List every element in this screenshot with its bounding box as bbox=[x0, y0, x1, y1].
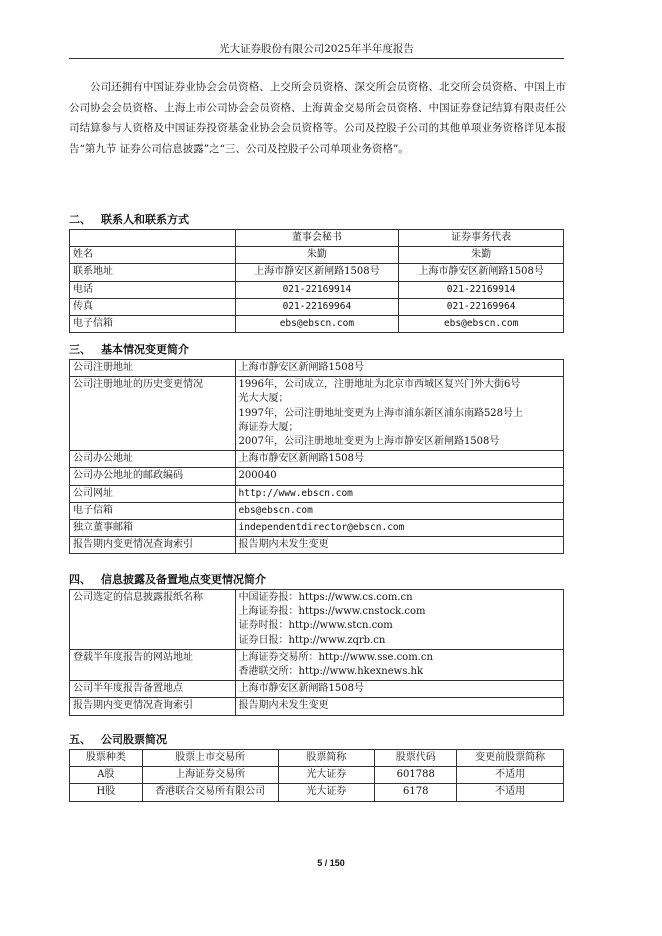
table-cell: 报告期内未发生变更 bbox=[235, 698, 563, 715]
table-cell bbox=[70, 230, 236, 247]
table-row bbox=[70, 502, 564, 519]
section-4-number: 四、 bbox=[69, 573, 91, 586]
row-label: 公司选定的信息披露报纸名称 bbox=[70, 590, 236, 650]
table-row bbox=[70, 520, 564, 537]
table-row bbox=[70, 750, 564, 767]
page-number: 5 / 150 bbox=[317, 858, 345, 868]
section-5-number: 五、 bbox=[69, 733, 91, 746]
table-row bbox=[70, 590, 564, 650]
table-row bbox=[70, 767, 564, 784]
table-row bbox=[70, 537, 564, 554]
newspaper-line[interactable]: 上海证券报：https://www.cnstock.com bbox=[238, 606, 426, 618]
table-row bbox=[70, 451, 564, 468]
row-label: 联系地址 bbox=[70, 264, 236, 281]
table-cell: 200040 bbox=[235, 468, 564, 485]
email-link[interactable]: ebs@ebscn.com bbox=[235, 502, 564, 519]
table-cell: 021-22169914 bbox=[399, 281, 564, 298]
table-cell: H股 bbox=[70, 784, 143, 801]
table-row bbox=[70, 485, 564, 502]
table-row bbox=[70, 264, 564, 281]
section-5-title: 公司股票简况 bbox=[101, 733, 167, 746]
table-row bbox=[70, 316, 564, 333]
page-header: 光大证券股份有限公司2025年半年度报告 bbox=[219, 43, 414, 55]
table-cell: 上海市静安区新闸路1508号 bbox=[235, 360, 564, 377]
newspapers-cell bbox=[235, 590, 563, 650]
row-label: 电话 bbox=[70, 281, 236, 298]
website-line[interactable]: 上海证券交易所：http://www.sse.com.cn bbox=[238, 651, 433, 663]
table-row bbox=[70, 230, 564, 247]
newspaper-line[interactable]: 中国证券报：https://www.cs.com.cn bbox=[238, 592, 413, 603]
row-label: 登载半年度报告的网站地址 bbox=[70, 649, 236, 680]
column-header: 股票简称 bbox=[278, 750, 375, 767]
table-cell: 报告期内未发生变更 bbox=[235, 537, 564, 554]
newspaper-line[interactable]: 证券时报：http://www.stcn.com bbox=[238, 620, 393, 632]
column-header: 股票上市交易所 bbox=[142, 750, 278, 767]
row-label: 独立董事邮箱 bbox=[70, 520, 236, 537]
table-row bbox=[70, 281, 564, 298]
table-cell: 上海证券交易所 bbox=[142, 767, 278, 784]
table-cell: 上海市静安区新闸路1508号 bbox=[235, 451, 564, 468]
independent-director-email-link[interactable]: independentdirector@ebscn.com bbox=[235, 520, 564, 537]
row-label: 公司网址 bbox=[70, 485, 236, 502]
section-4-heading bbox=[69, 571, 266, 587]
table-cell: 021-22169964 bbox=[235, 298, 399, 315]
row-label: 电子信箱 bbox=[70, 502, 236, 519]
table-row bbox=[70, 360, 564, 377]
section-2-number: 二、 bbox=[69, 213, 91, 226]
row-label: 电子信箱 bbox=[70, 316, 236, 333]
table-row bbox=[70, 298, 564, 315]
column-header-representative: 证券事务代表 bbox=[399, 230, 564, 247]
table-cell: 朱勤 bbox=[235, 247, 399, 264]
header-rule bbox=[69, 58, 564, 59]
row-label: 报告期内变更情况查询索引 bbox=[70, 698, 236, 715]
table-row bbox=[70, 698, 564, 715]
column-header: 股票代码 bbox=[375, 750, 457, 767]
table-row bbox=[70, 468, 564, 485]
history-line: 光大大厦； bbox=[238, 393, 289, 405]
table-cell: 香港联合交易所有限公司 bbox=[142, 784, 278, 801]
section-2-title: 联系人和联系方式 bbox=[101, 213, 189, 226]
row-label: 姓名 bbox=[70, 247, 236, 264]
row-label: 公司办公地址 bbox=[70, 451, 236, 468]
section-3-heading bbox=[69, 341, 189, 357]
table-cell: A股 bbox=[70, 767, 143, 784]
table-cell: 上海市静安区新闸路1508号 bbox=[235, 681, 563, 698]
websites-cell bbox=[235, 649, 563, 680]
history-line: 1996年，公司成立，注册地址为北京市西城区复兴门外大街6号 bbox=[238, 379, 521, 391]
section-5-heading bbox=[69, 731, 167, 747]
row-label: 传真 bbox=[70, 298, 236, 315]
column-header-secretary: 董事会秘书 bbox=[235, 230, 399, 247]
section-3-number: 三、 bbox=[69, 343, 91, 356]
email-link[interactable]: ebs@ebscn.com bbox=[235, 316, 399, 333]
history-line: 海证券大厦； bbox=[238, 421, 299, 433]
row-label: 公司注册地址 bbox=[70, 360, 236, 377]
table-row bbox=[70, 784, 564, 801]
website-link[interactable]: http://www.ebscn.com bbox=[235, 485, 564, 502]
table-cell: 6178 bbox=[375, 784, 457, 801]
history-line: 1997年，公司注册地址变更为上海市浦东新区浦东南路528号上 bbox=[238, 407, 524, 419]
table-cell: 601788 bbox=[375, 767, 457, 784]
history-line: 2007年，公司注册地址变更为上海市静安区新闸路1508号 bbox=[238, 436, 500, 448]
email-link[interactable]: ebs@ebscn.com bbox=[399, 316, 564, 333]
column-header: 变更前股票简称 bbox=[457, 750, 564, 767]
table-cell: 朱勤 bbox=[399, 247, 564, 264]
row-label: 公司办公地址的邮政编码 bbox=[70, 468, 236, 485]
row-label: 公司半年度报告备置地点 bbox=[70, 681, 236, 698]
section-4-title: 信息披露及备置地点变更情况简介 bbox=[101, 573, 266, 586]
table-row bbox=[70, 681, 564, 698]
column-header: 股票种类 bbox=[70, 750, 143, 767]
row-label: 公司注册地址的历史变更情况 bbox=[70, 377, 236, 451]
newspaper-line[interactable]: 证券日报：http://www.zqrb.cn bbox=[238, 634, 386, 646]
intro-paragraph: 公司还拥有中国证券业协会会员资格、上交所会员资格、深交所会员资格、北交所会员资格、中国上市公司协会会员资格、上海上市公司协会会员资格、上海黄金交易所会员资格、中国证券登记结算有限责任公司结算参与人资格及中国证券投资基金业协会会员资格等。公司及控股子公司的其他单项业务资格详见本报告“第九节 证券公司信息披露”之“三、公司及控股子公司单项业务资格”。 bbox=[69, 81, 566, 155]
table-cell: 不适用 bbox=[457, 767, 564, 784]
table-cell: 光大证券 bbox=[278, 784, 375, 801]
section-2-heading bbox=[69, 211, 189, 227]
contacts-table bbox=[69, 229, 564, 333]
table-row bbox=[70, 649, 564, 680]
website-line[interactable]: 香港联交所：http://www.hkexnews.hk bbox=[238, 666, 424, 678]
table-cell: 上海市静安区新闸路1508号 bbox=[399, 264, 564, 281]
basic-info-table bbox=[69, 359, 564, 554]
stock-table bbox=[69, 749, 564, 802]
section-3-title: 基本情况变更简介 bbox=[101, 343, 189, 356]
row-label: 报告期内变更情况查询索引 bbox=[70, 537, 236, 554]
disclosure-table bbox=[69, 589, 564, 716]
table-cell: 上海市静安区新闸路1508号 bbox=[235, 264, 399, 281]
table-row bbox=[70, 247, 564, 264]
table-row bbox=[70, 377, 564, 451]
history-cell bbox=[235, 377, 564, 451]
table-cell: 021-22169914 bbox=[235, 281, 399, 298]
table-cell: 不适用 bbox=[457, 784, 564, 801]
table-cell: 021-22169964 bbox=[399, 298, 564, 315]
table-cell: 光大证券 bbox=[278, 767, 375, 784]
